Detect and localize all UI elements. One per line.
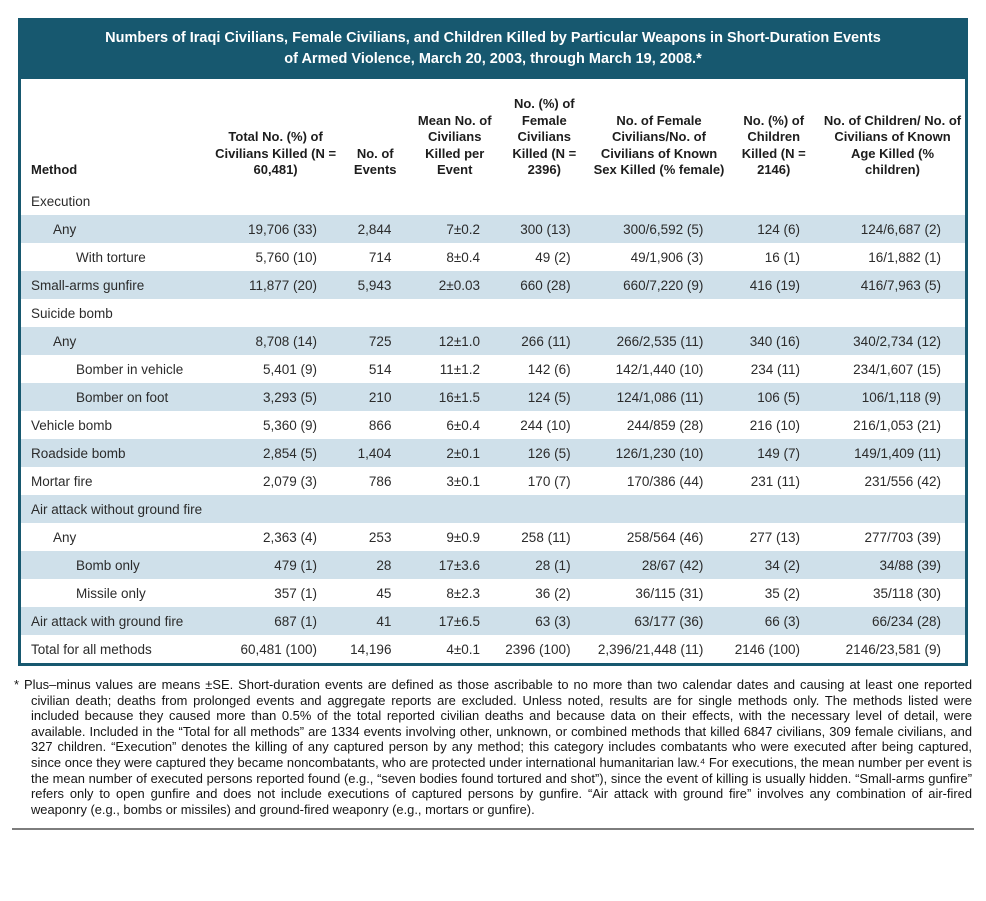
table-row <box>21 607 965 635</box>
value-cell: 2146/23,581 (9) <box>820 635 965 663</box>
value-cell <box>339 495 411 523</box>
value-cell <box>498 495 591 523</box>
value-cell: 170 (7) <box>498 467 591 495</box>
value-cell: 142/1,440 (10) <box>591 355 728 383</box>
table-row <box>21 551 965 579</box>
value-cell: 106 (5) <box>727 383 820 411</box>
table-row <box>21 411 965 439</box>
value-cell: 149 (7) <box>727 439 820 467</box>
method-cell: Missile only <box>21 579 212 607</box>
column-header-children-ratio: No. of Children/ No. of Civilians of Known Age Killed (% children) <box>820 79 965 187</box>
value-cell: 234 (11) <box>727 355 820 383</box>
value-cell <box>820 495 965 523</box>
value-cell <box>339 187 411 215</box>
value-cell: 5,760 (10) <box>212 243 339 271</box>
value-cell: 1,404 <box>339 439 411 467</box>
value-cell <box>820 187 965 215</box>
value-cell <box>727 299 820 327</box>
value-cell <box>411 299 498 327</box>
value-cell: 231 (11) <box>727 467 820 495</box>
column-header-method: Method <box>21 79 212 187</box>
method-cell: Small-arms gunfire <box>21 271 212 299</box>
value-cell: 124 (5) <box>498 383 591 411</box>
value-cell: 2,396/21,448 (11) <box>591 635 728 663</box>
value-cell: 66/234 (28) <box>820 607 965 635</box>
value-cell: 416 (19) <box>727 271 820 299</box>
value-cell: 3,293 (5) <box>212 383 339 411</box>
column-header-female-ratio: No. of Female Civilians/No. of Civilians of Known Sex Killed (% female) <box>591 79 728 187</box>
method-cell: Total for all methods <box>21 635 212 663</box>
value-cell: 49 (2) <box>498 243 591 271</box>
value-cell: 866 <box>339 411 411 439</box>
method-cell: Bomber on foot <box>21 383 212 411</box>
table-card <box>18 18 968 666</box>
value-cell: 2±0.03 <box>411 271 498 299</box>
value-cell: 124 (6) <box>727 215 820 243</box>
value-cell <box>212 187 339 215</box>
value-cell: 4±0.1 <box>411 635 498 663</box>
value-cell: 8,708 (14) <box>212 327 339 355</box>
method-cell: Vehicle bomb <box>21 411 212 439</box>
value-cell: 45 <box>339 579 411 607</box>
column-header-mean-per-event: Mean No. of Civilians Killed per Event <box>411 79 498 187</box>
table-row <box>21 495 965 523</box>
method-cell: Any <box>21 523 212 551</box>
value-cell <box>591 299 728 327</box>
value-cell: 2396 (100) <box>498 635 591 663</box>
method-cell: Suicide bomb <box>21 299 212 327</box>
column-header-total-civilians: Total No. (%) of Civilians Killed (N = 60,481) <box>212 79 339 187</box>
value-cell <box>727 187 820 215</box>
value-cell: 16 (1) <box>727 243 820 271</box>
table-title-line1: Numbers of Iraqi Civilians, Female Civilians, and Children Killed by Particular Weapons in Short-Duration Events <box>105 30 881 46</box>
value-cell: 17±6.5 <box>411 607 498 635</box>
value-cell: 357 (1) <box>212 579 339 607</box>
method-cell: Bomber in vehicle <box>21 355 212 383</box>
value-cell <box>591 495 728 523</box>
value-cell: 340/2,734 (12) <box>820 327 965 355</box>
method-cell: Any <box>21 215 212 243</box>
table-row <box>21 355 965 383</box>
method-cell: Bomb only <box>21 551 212 579</box>
value-cell: 7±0.2 <box>411 215 498 243</box>
value-cell: 142 (6) <box>498 355 591 383</box>
value-cell: 687 (1) <box>212 607 339 635</box>
value-cell <box>411 495 498 523</box>
value-cell: 149/1,409 (11) <box>820 439 965 467</box>
value-cell: 12±1.0 <box>411 327 498 355</box>
value-cell: 14,196 <box>339 635 411 663</box>
table-title <box>18 18 968 79</box>
value-cell: 479 (1) <box>212 551 339 579</box>
value-cell: 35/118 (30) <box>820 579 965 607</box>
value-cell: 244/859 (28) <box>591 411 728 439</box>
value-cell <box>727 495 820 523</box>
value-cell: 277 (13) <box>727 523 820 551</box>
method-cell: Any <box>21 327 212 355</box>
value-cell: 5,360 (9) <box>212 411 339 439</box>
value-cell: 36/115 (31) <box>591 579 728 607</box>
value-cell: 34/88 (39) <box>820 551 965 579</box>
value-cell: 41 <box>339 607 411 635</box>
value-cell: 2146 (100) <box>727 635 820 663</box>
table-row <box>21 327 965 355</box>
footnote-text: Plus–minus values are means ±SE. Short-duration events are defined as those ascribable to no more than two calendar dates and causing at least one reported civilian death; deaths from prolonged events and aggregate reports are excluded. Unless noted, results are for single methods only. The methods listed were included because they caused more than 0.5% of the total reported civilian deaths and because data on their effects, with the necessary level of detail, were available. Included in the “Total for all methods” are 1334 events involving other, unknown, or combined methods that killed 6847 civilians, 309 female civilians, and 327 children. “Execution” denotes the killing of any captured person by any method; this category includes combatants who were executed after being captured, since once they were captured they became noncombatants, who are protected under international humanitarian law.⁴ For executions, the mean number per event is the mean number of executed persons reported found (e.g., “seven bodies found tortured and shot”), since the event of killing is usually hidden. “Small-arms gunfire” refers only to open gunfire and does not include executions of captured persons by gunfire. “Air attack with ground fire” involves any combination of air-fired weaponry (e.g., bombs or missiles) and ground-fired weaponry (e.g., mortars or gunfire). <box>24 677 972 817</box>
value-cell: 16±1.5 <box>411 383 498 411</box>
method-cell: Mortar fire <box>21 467 212 495</box>
value-cell: 660 (28) <box>498 271 591 299</box>
table-body <box>21 187 965 663</box>
value-cell: 266 (11) <box>498 327 591 355</box>
value-cell: 11,877 (20) <box>212 271 339 299</box>
value-cell: 2,079 (3) <box>212 467 339 495</box>
value-cell: 34 (2) <box>727 551 820 579</box>
value-cell: 3±0.1 <box>411 467 498 495</box>
value-cell: 126 (5) <box>498 439 591 467</box>
value-cell <box>591 187 728 215</box>
value-cell: 5,943 <box>339 271 411 299</box>
table-footnote <box>14 677 972 817</box>
value-cell: 60,481 (100) <box>212 635 339 663</box>
value-cell: 300 (13) <box>498 215 591 243</box>
table-box <box>18 79 968 666</box>
value-cell: 258/564 (46) <box>591 523 728 551</box>
value-cell: 277/703 (39) <box>820 523 965 551</box>
table-row <box>21 215 965 243</box>
value-cell: 28 (1) <box>498 551 591 579</box>
value-cell <box>498 299 591 327</box>
value-cell: 63 (3) <box>498 607 591 635</box>
value-cell: 234/1,607 (15) <box>820 355 965 383</box>
value-cell: 714 <box>339 243 411 271</box>
value-cell: 8±2.3 <box>411 579 498 607</box>
value-cell: 16/1,882 (1) <box>820 243 965 271</box>
value-cell: 300/6,592 (5) <box>591 215 728 243</box>
table-row <box>21 243 965 271</box>
value-cell <box>498 187 591 215</box>
value-cell: 244 (10) <box>498 411 591 439</box>
value-cell: 210 <box>339 383 411 411</box>
table-row <box>21 523 965 551</box>
value-cell: 9±0.9 <box>411 523 498 551</box>
method-cell: Roadside bomb <box>21 439 212 467</box>
value-cell: 36 (2) <box>498 579 591 607</box>
value-cell: 170/386 (44) <box>591 467 728 495</box>
column-header-female-killed: No. (%) of Female Civilians Killed (N = 2396) <box>498 79 591 187</box>
value-cell: 8±0.4 <box>411 243 498 271</box>
table-row <box>21 579 965 607</box>
value-cell <box>820 299 965 327</box>
value-cell: 19,706 (33) <box>212 215 339 243</box>
value-cell: 2,844 <box>339 215 411 243</box>
column-header-children-killed: No. (%) of Children Killed (N = 2146) <box>727 79 820 187</box>
table-row <box>21 187 965 215</box>
data-table <box>21 79 965 663</box>
table-title-line2: of Armed Violence, March 20, 2003, through March 19, 2008.* <box>284 51 702 68</box>
value-cell: 17±3.6 <box>411 551 498 579</box>
value-cell: 2,363 (4) <box>212 523 339 551</box>
value-cell <box>411 187 498 215</box>
footnote-asterisk: * <box>14 677 20 693</box>
method-cell: Air attack with ground fire <box>21 607 212 635</box>
value-cell: 106/1,118 (9) <box>820 383 965 411</box>
header-row <box>21 79 965 187</box>
method-cell: Air attack without ground fire <box>21 495 212 523</box>
value-cell: 11±1.2 <box>411 355 498 383</box>
value-cell <box>212 495 339 523</box>
value-cell: 416/7,963 (5) <box>820 271 965 299</box>
value-cell: 514 <box>339 355 411 383</box>
value-cell: 660/7,220 (9) <box>591 271 728 299</box>
table-row <box>21 299 965 327</box>
value-cell: 216 (10) <box>727 411 820 439</box>
value-cell: 786 <box>339 467 411 495</box>
value-cell: 63/177 (36) <box>591 607 728 635</box>
bottom-rule <box>12 828 974 830</box>
column-header-events: No. of Events <box>339 79 411 187</box>
value-cell: 266/2,535 (11) <box>591 327 728 355</box>
table-row <box>21 271 965 299</box>
value-cell: 253 <box>339 523 411 551</box>
table-row <box>21 383 965 411</box>
value-cell: 49/1,906 (3) <box>591 243 728 271</box>
value-cell: 5,401 (9) <box>212 355 339 383</box>
value-cell: 2±0.1 <box>411 439 498 467</box>
table-row <box>21 635 965 663</box>
table-header <box>21 79 965 187</box>
value-cell: 340 (16) <box>727 327 820 355</box>
value-cell <box>212 299 339 327</box>
value-cell: 35 (2) <box>727 579 820 607</box>
value-cell: 231/556 (42) <box>820 467 965 495</box>
value-cell <box>339 299 411 327</box>
value-cell: 2,854 (5) <box>212 439 339 467</box>
table-row <box>21 467 965 495</box>
value-cell: 216/1,053 (21) <box>820 411 965 439</box>
value-cell: 725 <box>339 327 411 355</box>
value-cell: 66 (3) <box>727 607 820 635</box>
method-cell: With torture <box>21 243 212 271</box>
value-cell: 6±0.4 <box>411 411 498 439</box>
table-row <box>21 439 965 467</box>
value-cell: 28/67 (42) <box>591 551 728 579</box>
value-cell: 28 <box>339 551 411 579</box>
value-cell: 258 (11) <box>498 523 591 551</box>
value-cell: 124/1,086 (11) <box>591 383 728 411</box>
value-cell: 126/1,230 (10) <box>591 439 728 467</box>
method-cell: Execution <box>21 187 212 215</box>
value-cell: 124/6,687 (2) <box>820 215 965 243</box>
